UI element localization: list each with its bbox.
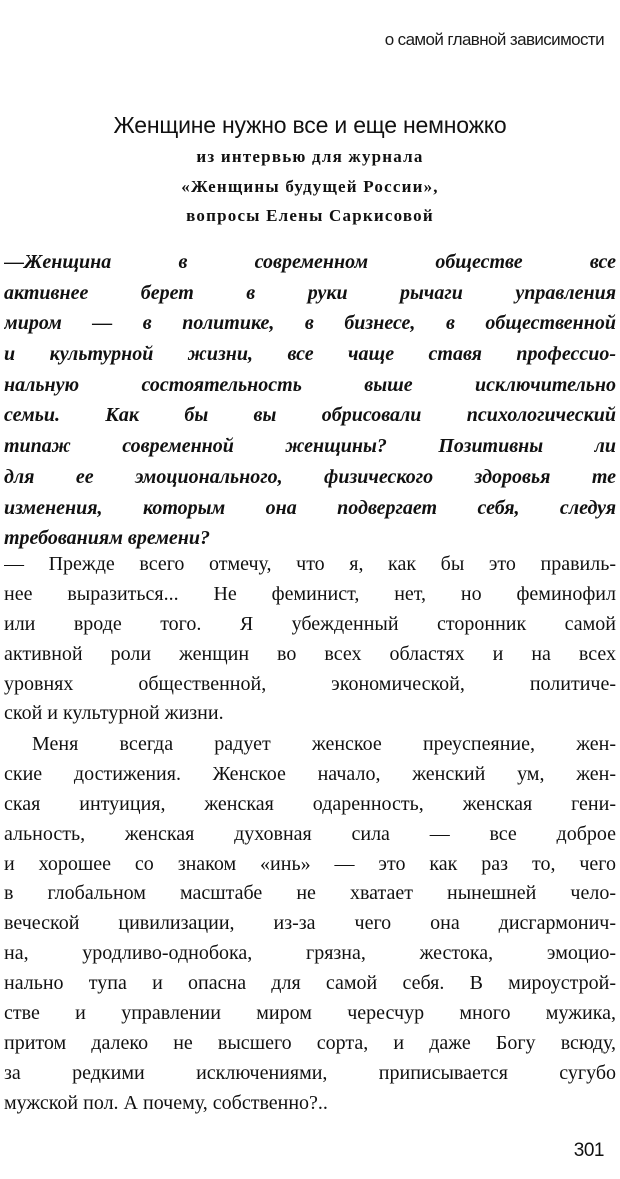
article-subtitle-line: «Женщины будущей России»,: [181, 177, 439, 196]
question-line: требованиям времени?: [4, 527, 211, 550]
answer-line: активной роли женщин во всех областях и на всех: [4, 642, 616, 665]
answer-line: ские достижения. Женское начало, женский ум, жен-: [4, 762, 616, 785]
answer-line: альность, женская духовная сила — все доброе: [4, 822, 616, 845]
question-line: и культурной жизни, все чаще ставя профессио-: [4, 343, 616, 366]
answer-paragraph-1: [4, 550, 616, 729]
answer-line: ская интуиция, женская одаренность, женская гени-: [4, 792, 616, 815]
question-line: нальную состоятельность выше исключительно: [4, 373, 616, 396]
interview-question: [4, 247, 616, 554]
answer-line: за редкими исключениями, приписывается сугубо: [4, 1061, 616, 1084]
answer-line: веческой цивилизации, из-за чего она дисгармонич-: [4, 912, 616, 935]
answer-line: притом далеко не высшего сорта, и даже Богу всюду,: [4, 1031, 616, 1054]
question-line: семьи. Как бы вы обрисовали психологический: [4, 404, 616, 427]
answer-line: — Прежде всего отмечу, что я, как бы это правиль-: [4, 553, 616, 575]
answer-line: или вроде того. Я убежденный сторонник самой: [4, 612, 616, 635]
answer-line: Меня всегда радует женское преуспеяние, жен-: [32, 733, 616, 755]
answer-line: стве и управлении миром чересчур много мужика,: [4, 1002, 616, 1025]
question-line: для ее эмоционального, физического здоровья те: [4, 465, 616, 488]
running-header: о самой главной зависимости: [384, 30, 604, 49]
question-line: миром — в политике, в бизнесе, в общественной: [4, 312, 616, 335]
answer-line: ской и культурной жизни.: [4, 702, 224, 725]
answer-line: нее выразиться... Не феминист, нет, но феминофил: [4, 582, 616, 605]
answer-paragraph-2: [4, 730, 616, 1119]
article-subtitle-line: из интервью для журнала: [196, 147, 424, 166]
page-number: 301: [573, 1140, 604, 1161]
answer-line: уровнях общественной, экономической, политиче-: [4, 672, 616, 695]
question-line: активнее берет в руки рычаги управления: [4, 281, 616, 304]
answer-line: и хорошее со знаком «инь» — это как раз то, чего: [4, 852, 616, 875]
article-title: Женщине нужно все и еще немножко: [113, 112, 507, 138]
answer-line: в глобальном масштабе не хватает нынешней чело-: [4, 882, 616, 905]
article-subtitle-line: вопросы Елены Саркисовой: [186, 206, 434, 225]
answer-line: мужской пол. А почему, собственно?..: [4, 1091, 328, 1114]
question-line: изменения, которым она подвергает себя, следуя: [4, 496, 616, 519]
answer-line: на, уродливо-однобока, грязна, жестока, эмоцио-: [4, 942, 616, 965]
question-line: —Женщина в современном обществе все: [4, 251, 616, 273]
question-line: типаж современной женщины? Позитивны ли: [4, 435, 616, 458]
answer-line: нально тупа и опасна для самой себя. В мироустрой-: [4, 972, 616, 995]
